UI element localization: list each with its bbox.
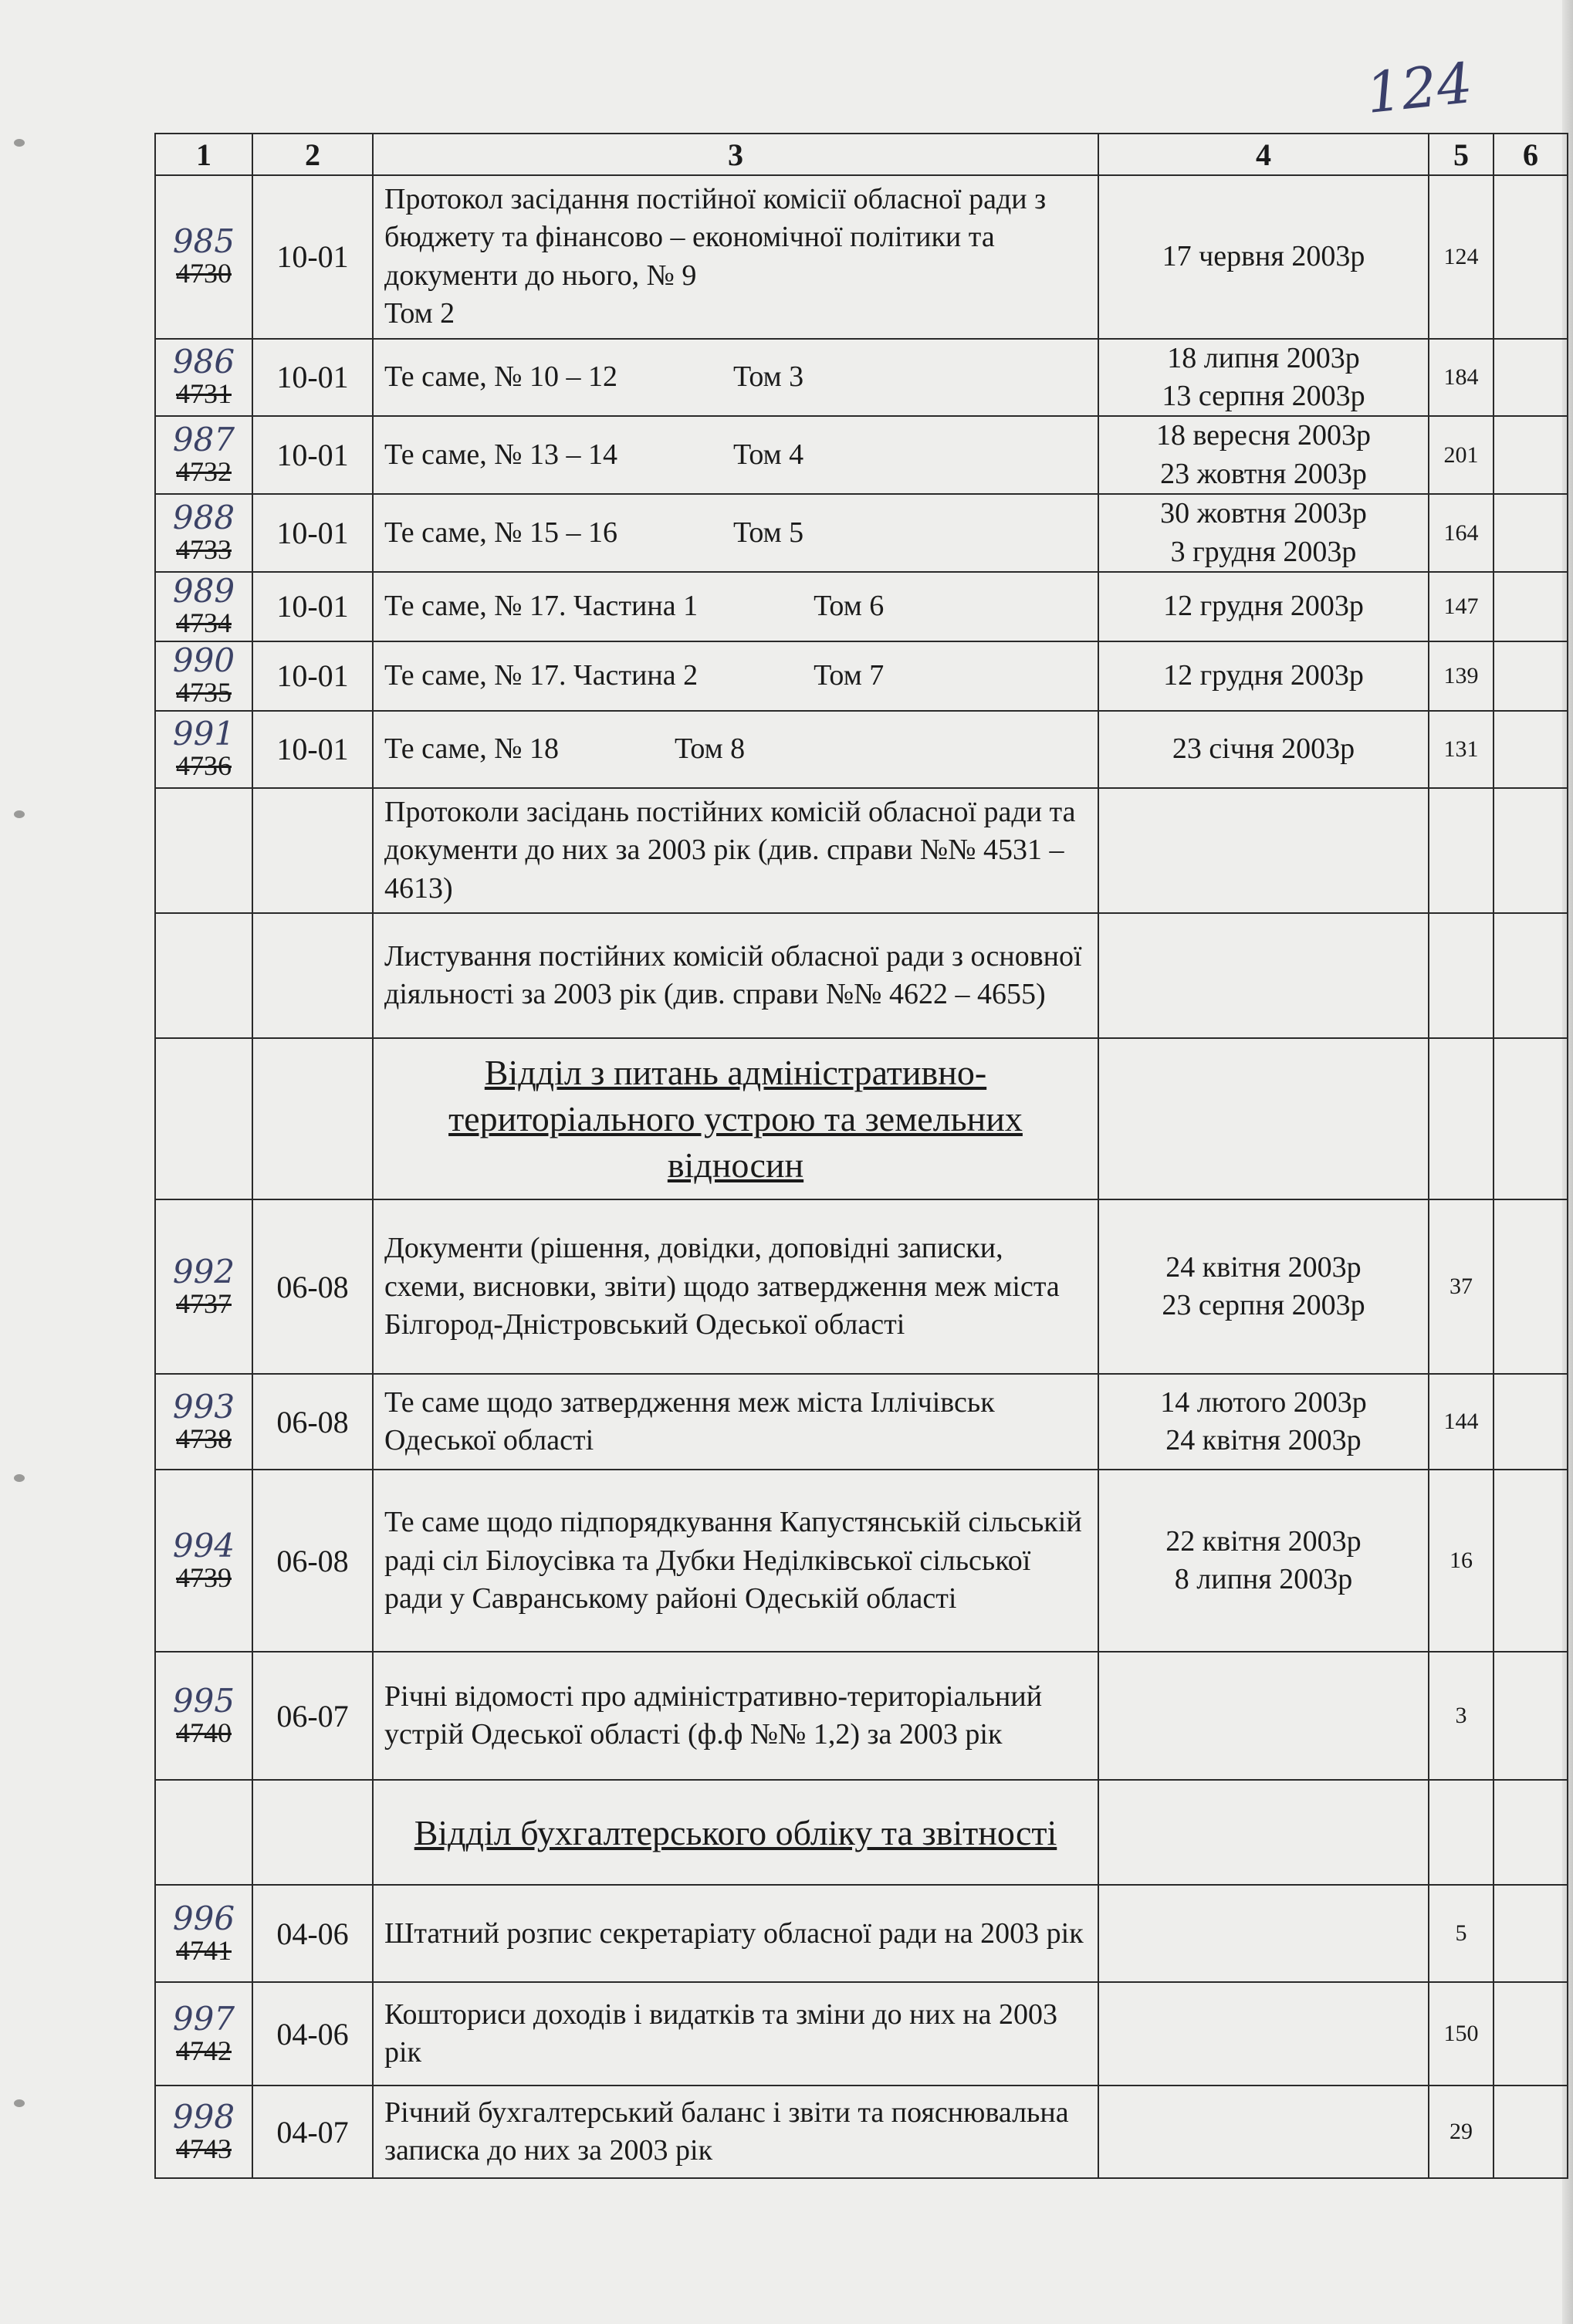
old-file-number: 4743 xyxy=(176,2133,232,2164)
title-cell xyxy=(373,339,1098,417)
header-row xyxy=(155,134,1568,175)
section-row xyxy=(155,1780,1568,1885)
old-file-number: 4739 xyxy=(176,1561,232,1593)
sheet-count: 184 xyxy=(1443,364,1479,390)
sheet-count: 5 xyxy=(1455,1920,1467,1947)
index-code: 04-06 xyxy=(276,1916,349,1951)
file-title: Те саме щодо затвердження меж міста Іллічівськ Одеської області xyxy=(384,1386,995,1457)
table-row xyxy=(155,1470,1568,1652)
file-number-cell xyxy=(155,2086,252,2178)
date-range: 14 лютого 2003р 24 квітня 2003р xyxy=(1160,1386,1367,1457)
dates-cell xyxy=(1098,641,1429,711)
new-file-number: 998 xyxy=(172,2097,235,2136)
punch-hole xyxy=(14,810,25,818)
notes-cell xyxy=(1494,494,1568,572)
old-file-number: 4733 xyxy=(176,533,232,565)
column-header: 6 xyxy=(1494,134,1568,175)
index-code: 10-01 xyxy=(276,239,349,275)
index-cell xyxy=(252,494,373,572)
notes-cell xyxy=(1494,175,1568,339)
sheet-count: 147 xyxy=(1443,593,1479,619)
index-cell xyxy=(252,572,373,641)
index-cell xyxy=(252,175,373,339)
sheets-cell xyxy=(1429,711,1494,788)
dates-cell xyxy=(1098,1652,1429,1780)
file-title: Штатний розпис секретаріату обласної ради на 2003 рік xyxy=(384,1916,1084,1950)
index-cell xyxy=(252,1374,373,1470)
dates-cell xyxy=(1098,175,1429,339)
date-range: 23 січня 2003р xyxy=(1172,732,1355,766)
page-number: 124 xyxy=(1362,50,1476,126)
dates-cell xyxy=(1098,339,1429,417)
empty-cell xyxy=(1494,1780,1568,1885)
file-number-cell xyxy=(155,175,252,339)
sheet-count: 201 xyxy=(1443,441,1479,468)
index-cell xyxy=(252,711,373,788)
dates-cell xyxy=(1098,572,1429,641)
file-title: Листування постійних комісій обласної ради з основної діяльності за 2003 рік (див. справи №№ 4622 – 4655) xyxy=(384,939,1082,1011)
date-range: 18 липня 2003р 13 серпня 2003р xyxy=(1162,341,1365,412)
file-title: Річні відомості про адміністративно-територіальний устрій Одеської області (ф.ф №№ 1,2) за 2003 рік xyxy=(384,1680,1043,1751)
old-file-number: 4735 xyxy=(176,677,232,709)
file-title: Те саме, № 13 – 14 xyxy=(384,438,617,472)
column-header: 5 xyxy=(1429,134,1494,175)
sheets-cell xyxy=(1429,913,1494,1038)
new-file-number: 987 xyxy=(172,420,235,458)
date-range: 12 грудня 2003р xyxy=(1163,659,1364,692)
volume-label: Том 5 xyxy=(733,516,804,549)
file-number-cell xyxy=(155,572,252,641)
file-number-cell xyxy=(155,1652,252,1780)
table-row xyxy=(155,1982,1568,2086)
index-code: 04-07 xyxy=(276,2114,349,2150)
old-file-number: 4741 xyxy=(176,1934,232,1966)
file-title: Річний бухгалтерський баланс і звіти та пояснювальна записка до них за 2003 рік xyxy=(384,2096,1069,2167)
sheets-cell xyxy=(1429,1199,1494,1374)
index-code: 04-06 xyxy=(276,2016,349,2052)
file-title: Те саме, № 18 xyxy=(384,732,559,766)
sheets-cell xyxy=(1429,641,1494,711)
index-code: 10-01 xyxy=(276,360,349,395)
dates-cell xyxy=(1098,416,1429,494)
empty-cell xyxy=(155,1038,252,1199)
column-header: 4 xyxy=(1098,134,1429,175)
empty-cell xyxy=(1098,1038,1429,1199)
file-number-cell xyxy=(155,711,252,788)
notes-cell xyxy=(1494,339,1568,417)
notes-cell xyxy=(1494,1199,1568,1374)
index-code: 10-01 xyxy=(276,438,349,473)
volume-label: Том 2 xyxy=(384,297,455,330)
registry-table xyxy=(154,133,1568,2179)
column-header: 2 xyxy=(252,134,373,175)
title-cell xyxy=(373,2086,1098,2178)
notes-cell xyxy=(1494,913,1568,1038)
new-file-number: 995 xyxy=(172,1681,235,1720)
sheet-count: 16 xyxy=(1450,1548,1473,1574)
title-cell xyxy=(373,1982,1098,2086)
table-row xyxy=(155,913,1568,1038)
new-file-number: 997 xyxy=(172,1999,235,2038)
file-number-cell xyxy=(155,494,252,572)
dates-cell xyxy=(1098,1374,1429,1470)
file-title: Кошториси доходів і видатків та зміни до них на 2003 рік xyxy=(384,1998,1058,2069)
file-title: Те саме, № 17. Частина 1 xyxy=(384,590,699,623)
punch-hole xyxy=(14,1474,25,1482)
column-header: 1 xyxy=(155,134,252,175)
index-cell xyxy=(252,339,373,417)
file-number-cell xyxy=(155,339,252,417)
sheet-count: 150 xyxy=(1443,2021,1479,2047)
file-number-cell xyxy=(155,416,252,494)
notes-cell xyxy=(1494,572,1568,641)
title-cell xyxy=(373,572,1098,641)
date-range: 18 вересня 2003р 23 жовтня 2003р xyxy=(1155,419,1372,490)
section-heading xyxy=(373,1780,1098,1885)
sheet-count: 139 xyxy=(1443,662,1479,688)
file-number-cell xyxy=(155,913,252,1038)
table-row xyxy=(155,175,1568,339)
sheets-cell xyxy=(1429,494,1494,572)
index-cell xyxy=(252,1885,373,1982)
old-file-number: 4742 xyxy=(176,2035,232,2066)
old-file-number: 4738 xyxy=(176,1422,232,1454)
table-row xyxy=(155,416,1568,494)
file-number-cell xyxy=(155,1199,252,1374)
old-file-number: 4734 xyxy=(176,607,232,639)
index-cell xyxy=(252,1470,373,1652)
table-row xyxy=(155,641,1568,711)
date-range: 12 грудня 2003р xyxy=(1163,590,1364,623)
file-number-cell xyxy=(155,788,252,913)
dates-cell xyxy=(1098,1199,1429,1374)
file-number-cell xyxy=(155,1885,252,1982)
volume-label: Том 8 xyxy=(675,732,746,766)
new-file-number: 989 xyxy=(172,572,235,611)
title-cell xyxy=(373,175,1098,339)
new-file-number: 985 xyxy=(172,222,235,260)
punch-hole xyxy=(14,139,25,147)
title-cell xyxy=(373,1652,1098,1780)
empty-cell xyxy=(252,1780,373,1885)
title-cell xyxy=(373,494,1098,572)
column-header: 3 xyxy=(373,134,1098,175)
notes-cell xyxy=(1494,641,1568,711)
table-row xyxy=(155,711,1568,788)
table-row xyxy=(155,1374,1568,1470)
table-body xyxy=(155,175,1568,2178)
dates-cell xyxy=(1098,788,1429,913)
date-range: 30 жовтня 2003р 3 грудня 2003р xyxy=(1160,497,1367,568)
dates-cell xyxy=(1098,494,1429,572)
date-range: 22 квітня 2003р 8 липня 2003р xyxy=(1165,1525,1362,1596)
file-number-cell xyxy=(155,641,252,711)
dates-cell xyxy=(1098,1982,1429,2086)
new-file-number: 992 xyxy=(172,1252,235,1291)
dates-cell xyxy=(1098,711,1429,788)
sheets-cell xyxy=(1429,416,1494,494)
notes-cell xyxy=(1494,2086,1568,2178)
new-file-number: 986 xyxy=(172,343,235,381)
sheet-count: 29 xyxy=(1450,2119,1473,2145)
notes-cell xyxy=(1494,1885,1568,1982)
new-file-number: 996 xyxy=(172,1899,235,1937)
index-cell xyxy=(252,2086,373,2178)
empty-cell xyxy=(1429,1780,1494,1885)
table-row xyxy=(155,2086,1568,2178)
file-title: Те саме, № 17. Частина 2 xyxy=(384,659,699,692)
sheets-cell xyxy=(1429,339,1494,417)
sheets-cell xyxy=(1429,1470,1494,1652)
sheet-count: 124 xyxy=(1443,243,1479,269)
file-number-cell xyxy=(155,1374,252,1470)
new-file-number: 990 xyxy=(172,641,235,680)
sheets-cell xyxy=(1429,1374,1494,1470)
table-row xyxy=(155,788,1568,913)
old-file-number: 4731 xyxy=(176,378,232,410)
sheet-count: 131 xyxy=(1443,736,1479,762)
table-row xyxy=(155,1885,1568,1982)
title-cell xyxy=(373,1374,1098,1470)
section-row xyxy=(155,1038,1568,1199)
dates-cell xyxy=(1098,2086,1429,2178)
notes-cell xyxy=(1494,788,1568,913)
sheet-count: 3 xyxy=(1455,1703,1467,1729)
old-file-number: 4737 xyxy=(176,1287,232,1319)
dates-cell xyxy=(1098,913,1429,1038)
index-cell xyxy=(252,913,373,1038)
sheets-cell xyxy=(1429,788,1494,913)
empty-cell xyxy=(155,1780,252,1885)
notes-cell xyxy=(1494,416,1568,494)
index-code: 06-08 xyxy=(276,1404,349,1439)
old-file-number: 4736 xyxy=(176,750,232,782)
title-cell xyxy=(373,416,1098,494)
old-file-number: 4730 xyxy=(176,258,232,289)
empty-cell xyxy=(1494,1038,1568,1199)
notes-cell xyxy=(1494,711,1568,788)
volume-label: Том 7 xyxy=(814,659,885,692)
title-cell xyxy=(373,1199,1098,1374)
notes-cell xyxy=(1494,1470,1568,1652)
title-cell xyxy=(373,913,1098,1038)
date-range: 24 квітня 2003р 23 серпня 2003р xyxy=(1162,1251,1365,1322)
title-cell xyxy=(373,1470,1098,1652)
index-cell xyxy=(252,416,373,494)
file-number-cell xyxy=(155,1982,252,2086)
empty-cell xyxy=(1429,1038,1494,1199)
sheets-cell xyxy=(1429,175,1494,339)
old-file-number: 4740 xyxy=(176,1717,232,1748)
date-range: 17 червня 2003р xyxy=(1162,240,1365,273)
section-heading-text: Відділ бухгалтерського обліку та звітності xyxy=(414,1812,1057,1852)
file-title: Те саме, № 15 – 16 xyxy=(384,516,617,549)
sheet-count: 164 xyxy=(1443,519,1479,546)
old-file-number: 4732 xyxy=(176,455,232,487)
table-row xyxy=(155,1199,1568,1374)
file-title: Протоколи засідань постійних комісій обласної ради та документи до них за 2003 рік (див. справи №№ 4531 – 4613) xyxy=(384,795,1076,905)
new-file-number: 993 xyxy=(172,1387,235,1426)
dates-cell xyxy=(1098,1470,1429,1652)
file-number-cell xyxy=(155,1470,252,1652)
sheet-count: 144 xyxy=(1443,1409,1479,1435)
index-code: 10-01 xyxy=(276,516,349,551)
punch-hole xyxy=(14,2099,25,2107)
section-heading-text: Відділ з питань адміністративно-територіального устрою та земельних відносин xyxy=(448,1053,1023,1185)
empty-cell xyxy=(252,1038,373,1199)
file-title: Протокол засідання постійної комісії обласної ради з бюджету та фінансово – економічної політики та документи до нього, № 9 xyxy=(384,183,1047,292)
empty-cell xyxy=(1098,1780,1429,1885)
index-cell xyxy=(252,1199,373,1374)
sheets-cell xyxy=(1429,1885,1494,1982)
sheets-cell xyxy=(1429,1652,1494,1780)
index-code: 06-08 xyxy=(276,1269,349,1304)
dates-cell xyxy=(1098,1885,1429,1982)
volume-label: Том 6 xyxy=(814,590,885,623)
index-code: 06-08 xyxy=(276,1543,349,1578)
table-row xyxy=(155,339,1568,417)
title-cell xyxy=(373,711,1098,788)
file-title: Документи (рішення, довідки, доповідні записки, схеми, висновки, звіти) щодо затвердження меж міста Білгород-Дністровський Одеської області xyxy=(384,1232,1060,1341)
notes-cell xyxy=(1494,1652,1568,1780)
section-heading xyxy=(373,1038,1098,1199)
new-file-number: 994 xyxy=(172,1526,235,1565)
table-row xyxy=(155,494,1568,572)
new-file-number: 991 xyxy=(172,715,235,753)
notes-cell xyxy=(1494,1982,1568,2086)
new-file-number: 988 xyxy=(172,498,235,536)
index-code: 10-01 xyxy=(276,658,349,694)
index-code: 10-01 xyxy=(276,732,349,767)
index-cell xyxy=(252,1652,373,1780)
sheets-cell xyxy=(1429,572,1494,641)
volume-label: Том 4 xyxy=(733,438,804,472)
index-cell xyxy=(252,788,373,913)
sheets-cell xyxy=(1429,1982,1494,2086)
table-row xyxy=(155,572,1568,641)
notes-cell xyxy=(1494,1374,1568,1470)
index-cell xyxy=(252,1982,373,2086)
index-cell xyxy=(252,641,373,711)
file-title: Те саме, № 10 – 12 xyxy=(384,360,617,394)
volume-label: Том 3 xyxy=(733,360,804,394)
file-title: Те саме щодо підпорядкування Капустянській сільській раді сіл Білоусівка та Дубки Неділківської сільської ради у Савранському районі Одеській області xyxy=(384,1506,1082,1615)
title-cell xyxy=(373,788,1098,913)
sheets-cell xyxy=(1429,2086,1494,2178)
title-cell xyxy=(373,1885,1098,1982)
index-code: 06-07 xyxy=(276,1698,349,1734)
title-cell xyxy=(373,641,1098,711)
sheet-count: 37 xyxy=(1450,1274,1473,1300)
index-code: 10-01 xyxy=(276,589,349,624)
table-row xyxy=(155,1652,1568,1780)
